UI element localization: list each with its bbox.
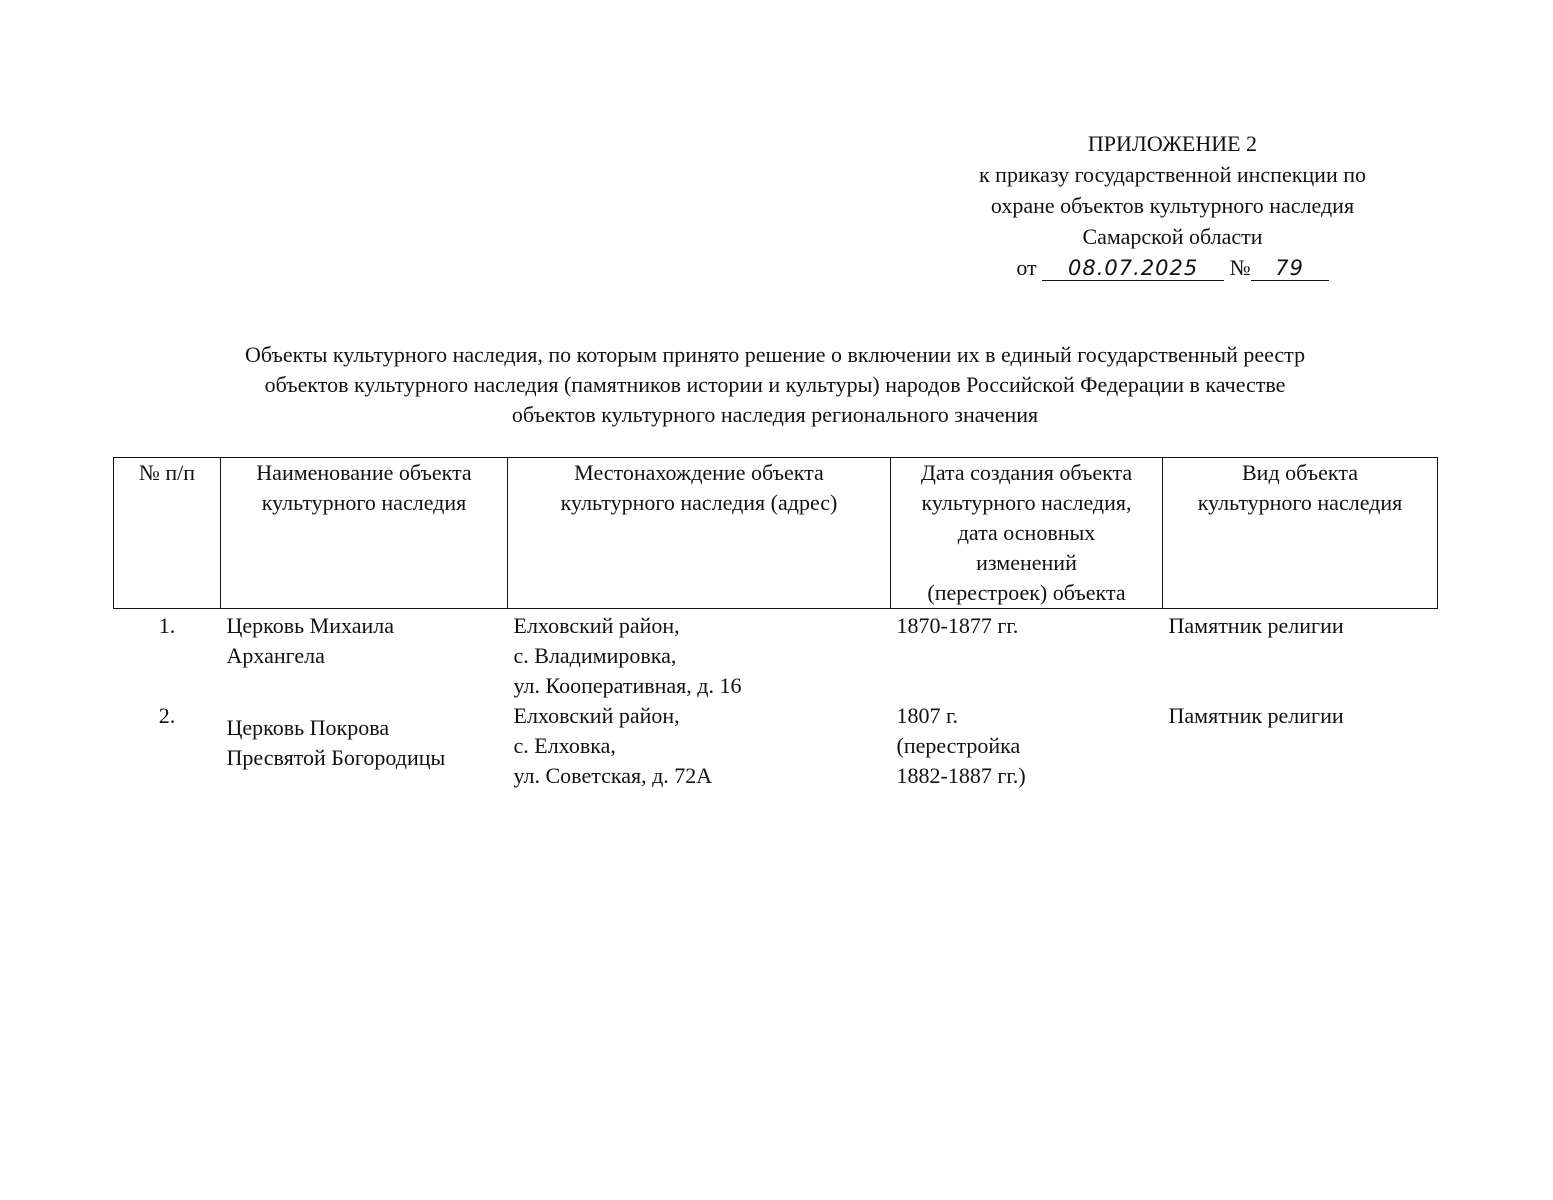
appendix-block (930, 128, 1415, 283)
header-date (891, 458, 1163, 609)
table-header-row (114, 458, 1438, 609)
header-name-label: культурного наследия (261, 490, 467, 515)
row-date-line: (перестройка (896, 733, 1021, 758)
row-address-line: с. Елховка, (513, 733, 616, 758)
header-address-label: культурного наследия (адрес) (560, 490, 838, 515)
row-name-line: Церковь Покрова (226, 715, 390, 740)
appendix-line: Самарской области (1082, 224, 1263, 249)
header-name (221, 458, 508, 609)
document-title (100, 340, 1450, 430)
row-address-line: Елховский район, (513, 613, 680, 638)
appendix-heading: ПРИЛОЖЕНИЕ 2 (1087, 131, 1258, 156)
row-address-line: ул. Кооперативная, д. 16 (513, 673, 742, 698)
header-kind (1163, 458, 1438, 609)
header-number-label: № п/п (138, 460, 196, 485)
row-date-line: 1807 г. (896, 703, 959, 728)
row-address (508, 609, 891, 702)
header-kind-label: Вид объекта (1242, 460, 1358, 485)
row-address-line: с. Владимировка, (513, 643, 677, 668)
row-address-line: ул. Советская, д. 72А (513, 763, 713, 788)
header-date-label: дата основных (957, 520, 1096, 545)
table-row (114, 609, 1438, 702)
header-address-label: Местонахождение объекта (574, 460, 824, 485)
order-date-handwritten: 08.07.2025 (1042, 256, 1224, 281)
header-name-label: Наименование объекта (256, 460, 472, 485)
header-date-label: изменений (976, 550, 1077, 575)
header-date-label: (перестроек) объекта (927, 580, 1126, 605)
row-kind: Памятник религии (1168, 613, 1344, 638)
row-address (508, 701, 891, 791)
appendix-line: к приказу государственной инспекции по (978, 162, 1366, 187)
row-number: 1. (158, 613, 176, 638)
order-date-line (930, 252, 1415, 283)
row-name (221, 701, 508, 791)
row-name-line: Пресвятой Богородицы (226, 745, 446, 770)
row-kind: Памятник религии (1168, 703, 1344, 728)
row-address-line: Елховский район, (513, 703, 680, 728)
date-prefix: от (1016, 255, 1037, 280)
number-prefix: № (1229, 255, 1251, 280)
heritage-objects-table (113, 457, 1438, 791)
row-date (891, 609, 1163, 702)
order-number-handwritten: 79 (1251, 256, 1329, 281)
title-line: Объекты культурного наследия, по которым принято решение о включении их в единый государственный реестр (244, 342, 1306, 367)
header-date-label: культурного наследия, (921, 490, 1132, 515)
header-kind-label: культурного наследия (1197, 490, 1403, 515)
header-number (114, 458, 221, 609)
table-row (114, 701, 1438, 791)
row-date-line: 1870-1877 гг. (896, 613, 1019, 638)
title-line: объектов культурного наследия регионального значения (511, 402, 1039, 427)
row-date (891, 701, 1163, 791)
row-name-line: Архангела (226, 643, 325, 668)
appendix-line: охране объектов культурного наследия (990, 193, 1355, 218)
row-name (221, 609, 508, 702)
header-address (508, 458, 891, 609)
header-date-label: Дата создания объекта (920, 460, 1133, 485)
row-name-line: Церковь Михаила (226, 613, 394, 638)
row-number: 2. (158, 703, 176, 728)
title-line: объектов культурного наследия (памятников истории и культуры) народов Российской Федерации в качестве (264, 372, 1286, 397)
row-date-line: 1882-1887 гг.) (896, 763, 1026, 788)
